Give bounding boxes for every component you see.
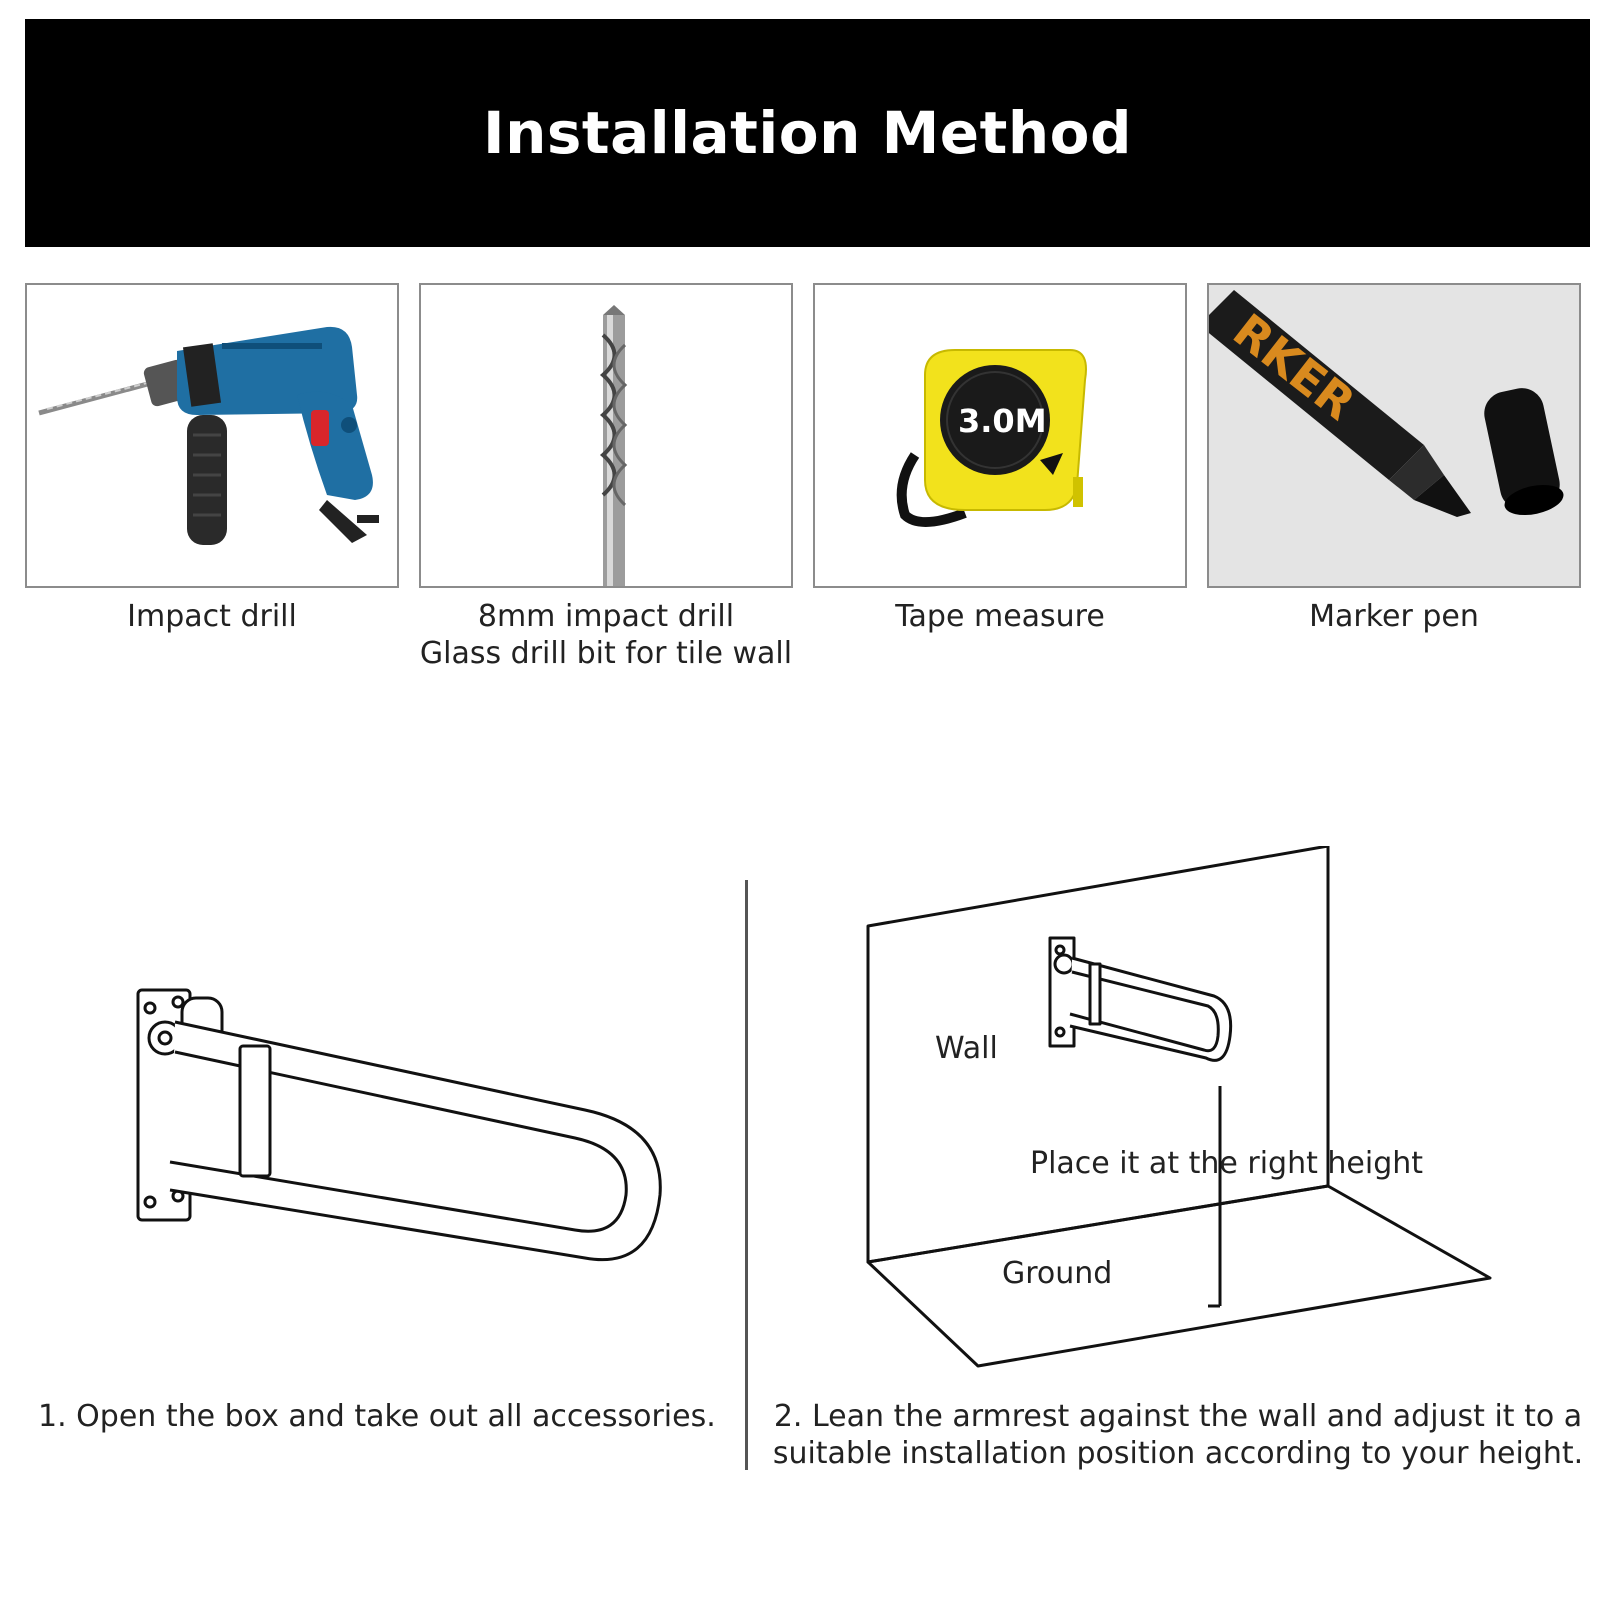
step-1-text: 1. Open the box and take out all accessories. xyxy=(38,1399,716,1434)
step-divider xyxy=(745,880,748,1470)
impact-drill-icon xyxy=(27,285,399,588)
tool-caption-drill-bit xyxy=(406,598,806,672)
tool-card-impact-drill xyxy=(25,283,399,588)
tape-measure-label: 3.0M xyxy=(958,402,1047,440)
grab-bar-illustration xyxy=(120,970,700,1310)
height-label: Place it at the right height xyxy=(1030,1146,1424,1181)
tool-caption-marker-pen xyxy=(1207,598,1581,635)
tool-card-drill-bit xyxy=(419,283,793,588)
tool-card-marker-pen xyxy=(1207,283,1581,588)
tool-caption-tape-measure xyxy=(813,598,1187,635)
header-banner xyxy=(25,19,1590,247)
tool-subtitle: Glass drill bit for tile wall xyxy=(419,636,793,671)
ground-label: Ground xyxy=(1002,1256,1113,1291)
tool-caption-impact-drill xyxy=(25,598,399,635)
tool-name: 8mm impact drill xyxy=(477,599,735,634)
tool-name: Tape measure xyxy=(895,599,1105,634)
tool-name: Marker pen xyxy=(1309,599,1479,634)
page-title: Installation Method xyxy=(482,99,1133,167)
tool-name: Impact drill xyxy=(127,599,297,634)
marker-pen-label: RKER xyxy=(1223,303,1366,431)
marker-pen-icon xyxy=(1209,285,1581,588)
tape-measure-icon xyxy=(815,285,1187,588)
tool-card-tape-measure xyxy=(813,283,1187,588)
drill-bit-icon xyxy=(421,285,793,588)
wall-label: Wall xyxy=(935,1031,998,1066)
wall-ground-illustration xyxy=(858,846,1498,1376)
step-2-text: 2. Lean the armrest against the wall and adjust it to a suitable installation position according to your height. xyxy=(772,1399,1584,1471)
